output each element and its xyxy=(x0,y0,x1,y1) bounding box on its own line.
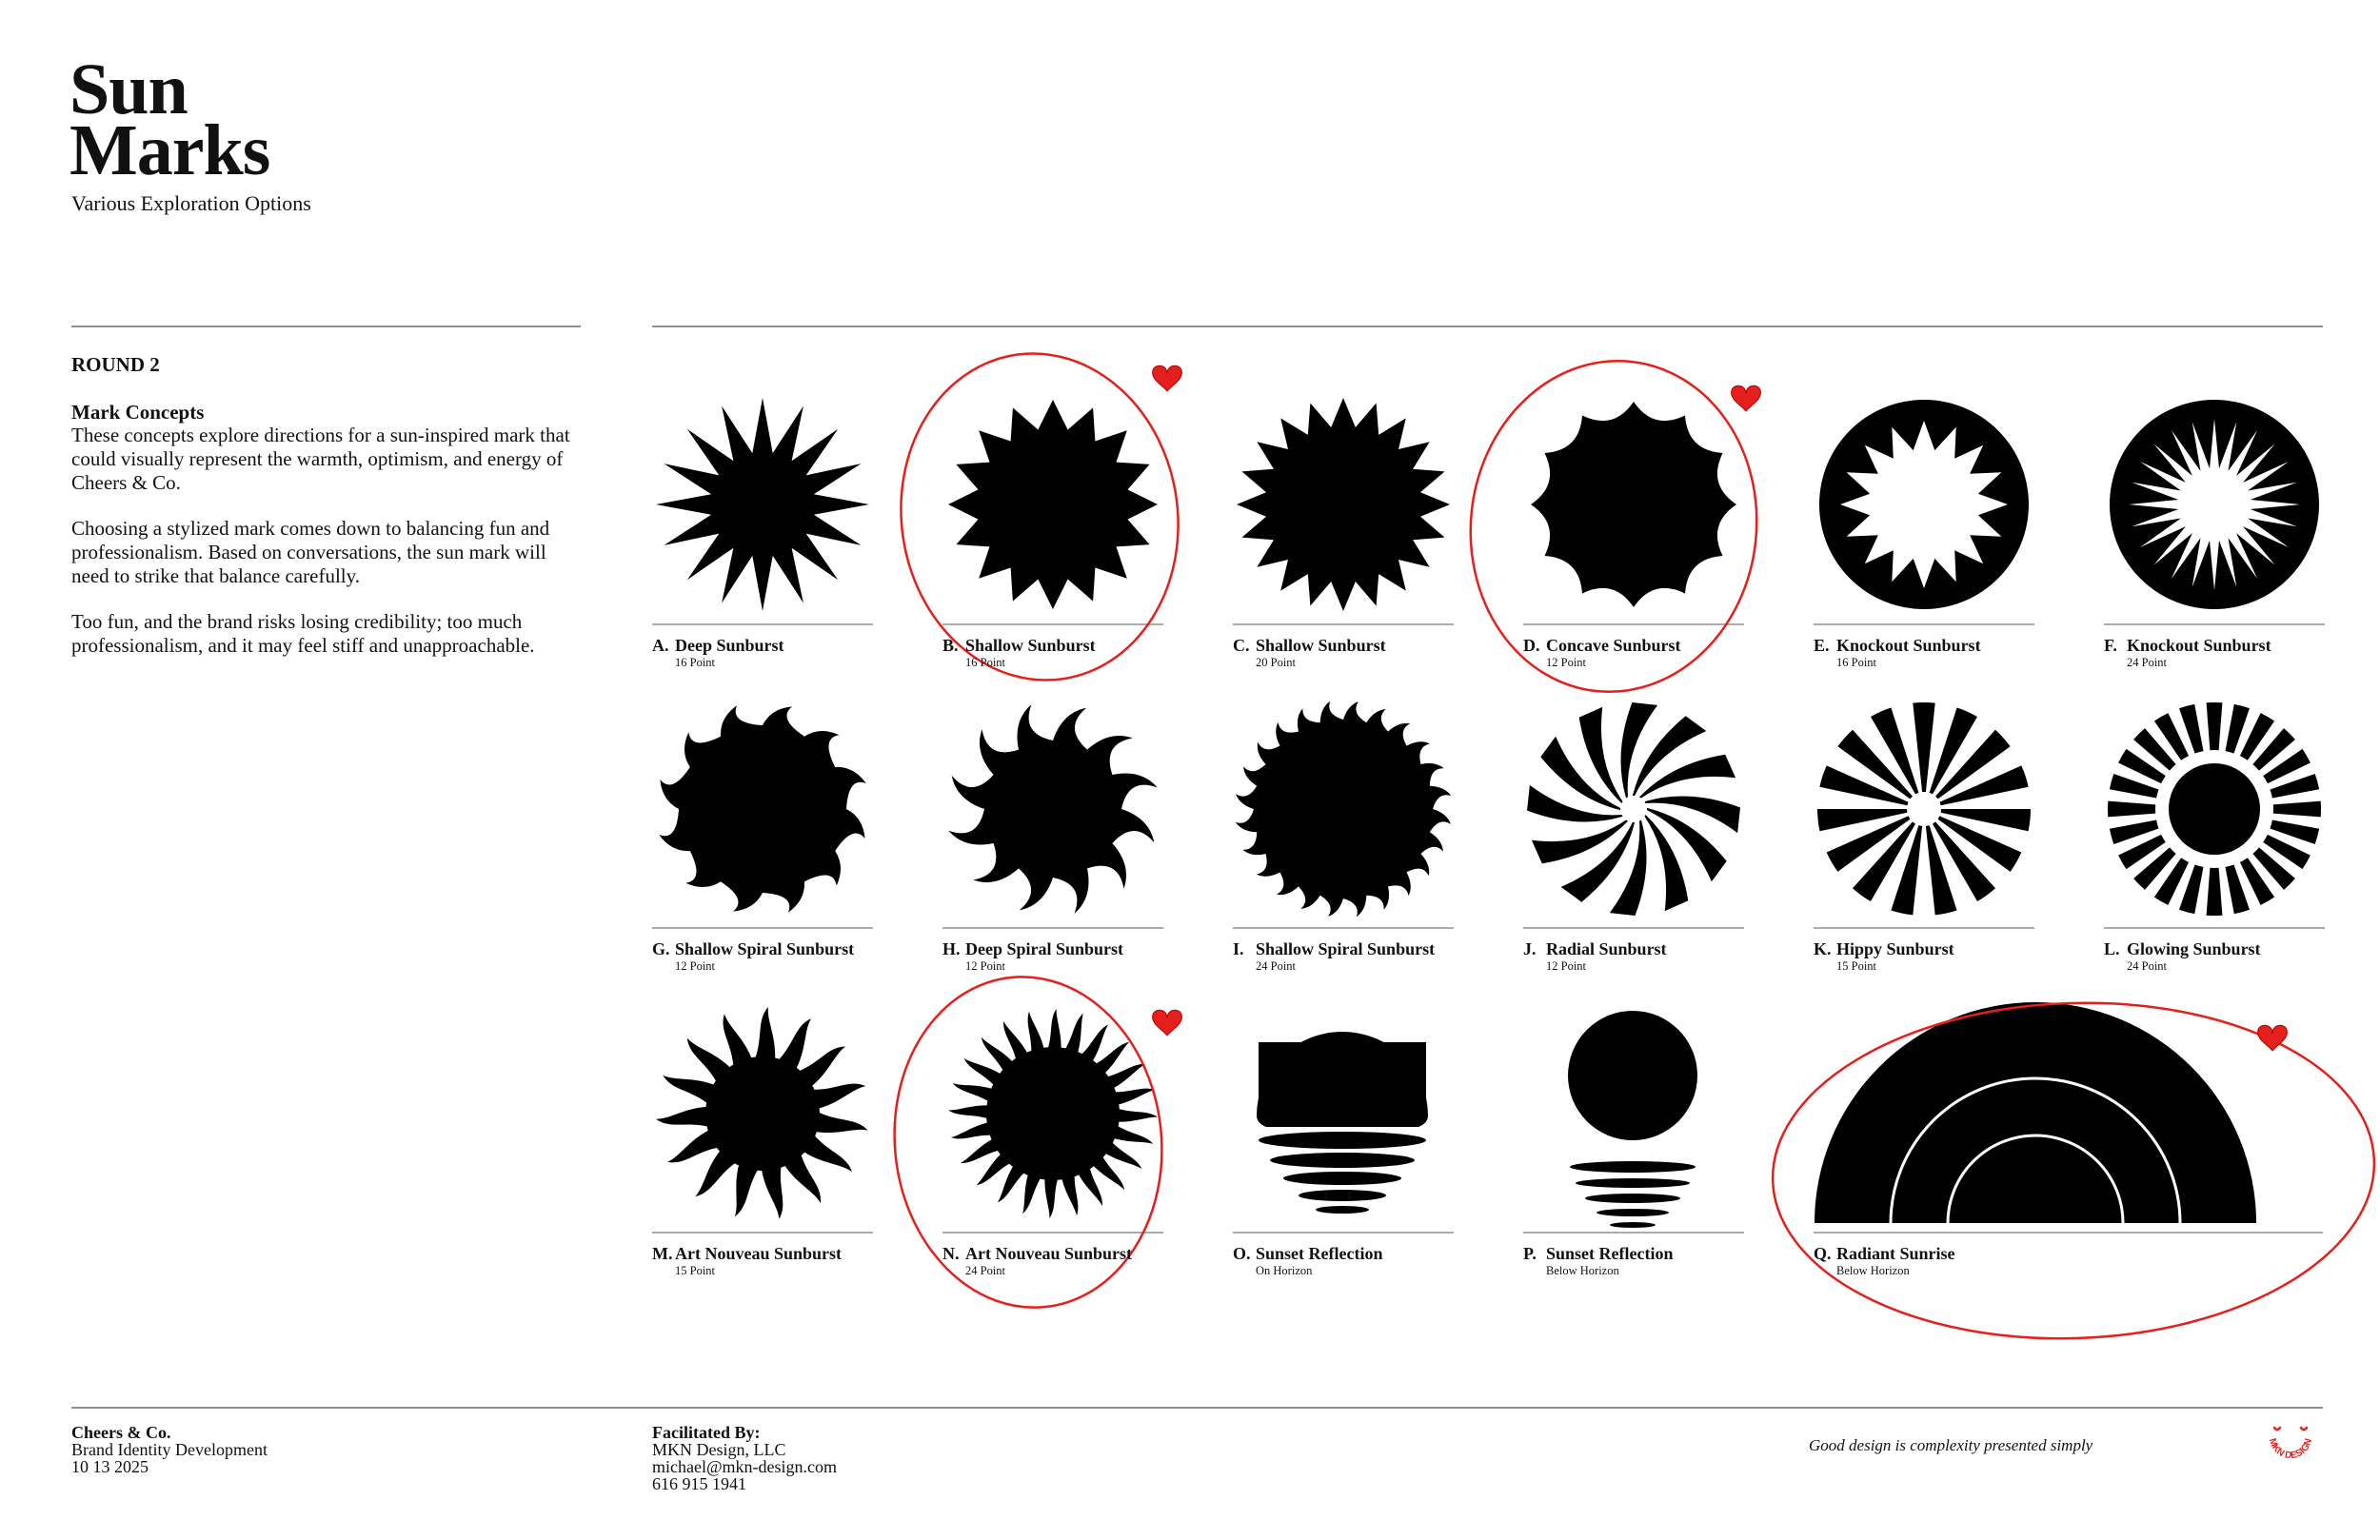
heart-icon xyxy=(2258,1025,2288,1051)
mark-label xyxy=(652,636,784,656)
footer-project: Brand Identity Development xyxy=(71,1440,268,1459)
mark-label xyxy=(1814,1244,1955,1264)
mark-q-radiant-sunrise xyxy=(1815,1002,2256,1223)
mark-m-art-nouveau-sunburst xyxy=(656,1007,868,1219)
mark-b-shallow-sunburst xyxy=(948,400,1158,609)
mark-label-name: Shallow Spiral Sunburst xyxy=(675,939,855,958)
mark-label-name: Concave Sunburst xyxy=(1546,636,1681,655)
mark-label-letter: A. xyxy=(652,636,669,655)
mark-f-knockout-sunburst xyxy=(2110,400,2319,609)
mark-label-name: Sunset Reflection xyxy=(1546,1244,1674,1263)
mark-h-deep-spiral-sunburst xyxy=(948,704,1157,913)
mark-label-letter: P. xyxy=(1523,1244,1537,1263)
mark-label-name: Sunset Reflection xyxy=(1256,1244,1383,1263)
intro-paragraph-3: Too fun, and the brand risks losing credibility; too much professionalism, and it may feel stiff and unapproachable. xyxy=(71,610,535,657)
mark-label-name: Art Nouveau Sunburst xyxy=(965,1244,1133,1263)
footer-rule xyxy=(71,1407,2323,1409)
mark-d-concave-sunburst xyxy=(1531,402,1736,607)
mark-label-detail: 20 Point xyxy=(1256,656,1297,669)
footer-date: 10 13 2025 xyxy=(71,1457,149,1476)
mark-k-hippy-sunburst xyxy=(1817,702,2031,915)
mark-label-detail: 16 Point xyxy=(965,656,1006,669)
mark-label-detail: 16 Point xyxy=(675,656,716,669)
heart-icon xyxy=(1153,1010,1182,1036)
mark-label-detail: 12 Point xyxy=(1546,959,1587,973)
mark-label-letter: I. xyxy=(1233,939,1244,958)
title-line-1: Sun xyxy=(69,49,188,129)
mark-shapes xyxy=(652,398,2325,1233)
mark-label-letter: E. xyxy=(1814,636,1830,655)
mark-label xyxy=(942,939,1123,959)
mkn-smile-logo xyxy=(2262,1418,2319,1475)
mark-p-sunset-reflection xyxy=(1568,1011,1697,1228)
mark-label-detail: On Horizon xyxy=(1256,1264,1313,1277)
mark-label-letter: F. xyxy=(2104,636,2117,655)
intro-paragraph-1: These concepts explore directions for a sun-inspired mark that could visually represent the warmth, optimism, and energy of Cheers & Co. xyxy=(71,424,570,494)
footer-agency: MKN Design, LLC xyxy=(652,1440,786,1459)
mark-label xyxy=(1523,939,1667,959)
mark-label-name: Shallow Sunburst xyxy=(965,636,1096,655)
mark-label xyxy=(1233,636,1386,656)
mark-label-letter: H. xyxy=(942,939,961,958)
page-subtitle: Various Exploration Options xyxy=(71,191,311,215)
mark-label-letter: G. xyxy=(652,939,670,958)
heart-icon xyxy=(1153,365,1182,391)
mark-label-letter: Q. xyxy=(1814,1244,1832,1263)
mark-label-name: Glowing Sunburst xyxy=(2127,939,2261,958)
intro-top-rule xyxy=(71,326,581,327)
mark-label-detail: 12 Point xyxy=(1546,656,1587,669)
favorite-circle-n xyxy=(879,963,1179,1320)
footer-phone: 616 915 1941 xyxy=(652,1474,746,1493)
mark-g-shallow-spiral-sunburst xyxy=(659,705,865,912)
mark-label-detail: 24 Point xyxy=(2127,656,2168,669)
mark-label-letter: N. xyxy=(942,1244,960,1263)
mark-label-name: Hippy Sunburst xyxy=(1836,939,1954,958)
mark-label-detail: 24 Point xyxy=(1256,959,1297,973)
mark-label-name: Radial Sunburst xyxy=(1546,939,1667,958)
mark-label-name: Knockout Sunburst xyxy=(2127,636,2271,655)
mark-label-letter: L. xyxy=(2104,939,2120,958)
mark-label xyxy=(942,636,1096,656)
mark-label-detail: 12 Point xyxy=(965,959,1006,973)
mark-o-sunset-reflection xyxy=(1257,1032,1428,1214)
svg-text:MKN DESIGN: MKN DESIGN xyxy=(2266,1437,2315,1462)
grid-top-rule xyxy=(652,326,2323,327)
mark-label-letter: B. xyxy=(942,636,959,655)
mark-label-name: Deep Sunburst xyxy=(675,636,784,655)
mark-label-letter: K. xyxy=(1814,939,1832,958)
mark-label xyxy=(942,1244,1132,1264)
mark-label-detail: 15 Point xyxy=(1836,959,1877,973)
footer-email-link[interactable]: michael@mkn-design.com xyxy=(652,1457,838,1476)
mark-label-detail: Below Horizon xyxy=(1836,1264,1910,1277)
mark-label-name: Radiant Sunrise xyxy=(1836,1244,1955,1263)
footer-facilitated-label: Facilitated By: xyxy=(652,1423,761,1442)
heart-icon xyxy=(1732,385,1761,411)
mark-j-radial-sunburst xyxy=(1527,702,1740,916)
mark-label-name: Knockout Sunburst xyxy=(1836,636,1981,655)
mark-label xyxy=(652,939,854,959)
footer-client: Cheers & Co. xyxy=(71,1423,171,1442)
mark-label-detail: 24 Point xyxy=(965,1264,1006,1277)
mark-label-name: Shallow Sunburst xyxy=(1256,636,1386,655)
mark-label-detail: 16 Point xyxy=(1836,656,1877,669)
mark-label-detail: 12 Point xyxy=(675,959,716,973)
mark-label xyxy=(1523,636,1681,656)
mark-i-shallow-spiral-sunburst xyxy=(1236,701,1451,917)
mark-label-name: Shallow Spiral Sunburst xyxy=(1256,939,1436,958)
mark-e-knockout-sunburst xyxy=(1819,400,2029,609)
page-title xyxy=(69,49,545,190)
mark-label-letter: M. xyxy=(652,1244,673,1263)
mark-label xyxy=(2104,939,2261,959)
favorite-circle-q xyxy=(1767,993,2380,1349)
mark-label-letter: D. xyxy=(1523,636,1540,655)
mark-label-letter: O. xyxy=(1233,1244,1251,1263)
mark-label-detail: 15 Point xyxy=(675,1264,716,1277)
mark-label-detail: 24 Point xyxy=(2127,959,2168,973)
footer-tagline: Good design is complexity presented simply xyxy=(1809,1436,2093,1454)
mark-label xyxy=(1233,1244,1383,1264)
title-line-2: Marks xyxy=(69,110,270,190)
mark-label-name: Deep Spiral Sunburst xyxy=(965,939,1124,958)
mark-label xyxy=(2104,636,2271,656)
mark-label-name: Art Nouveau Sunburst xyxy=(675,1244,843,1263)
concepts-heading: Mark Concepts xyxy=(71,401,205,424)
mark-label xyxy=(1523,1244,1674,1264)
mark-n-art-nouveau-sunburst xyxy=(948,1009,1158,1218)
favorite-annotations xyxy=(879,335,2380,1348)
round-label: ROUND 2 xyxy=(71,353,160,376)
mark-label-letter: J. xyxy=(1523,939,1537,958)
mark-label xyxy=(1814,939,1954,959)
mark-label-detail: Below Horizon xyxy=(1546,1264,1619,1277)
mark-l-glowing-sunburst xyxy=(2108,702,2321,916)
mark-label xyxy=(652,1244,842,1264)
intro-paragraph-2: Choosing a stylized mark comes down to balancing fun and professionalism. Based on conversations, the sun mark will need to strike that balance carefully. xyxy=(71,517,550,587)
mark-c-shallow-sunburst xyxy=(1237,398,1450,611)
mark-label-letter: C. xyxy=(1233,636,1250,655)
mark-a-deep-sunburst xyxy=(656,398,869,611)
mark-label xyxy=(1233,939,1435,959)
mark-label xyxy=(1814,636,1981,656)
